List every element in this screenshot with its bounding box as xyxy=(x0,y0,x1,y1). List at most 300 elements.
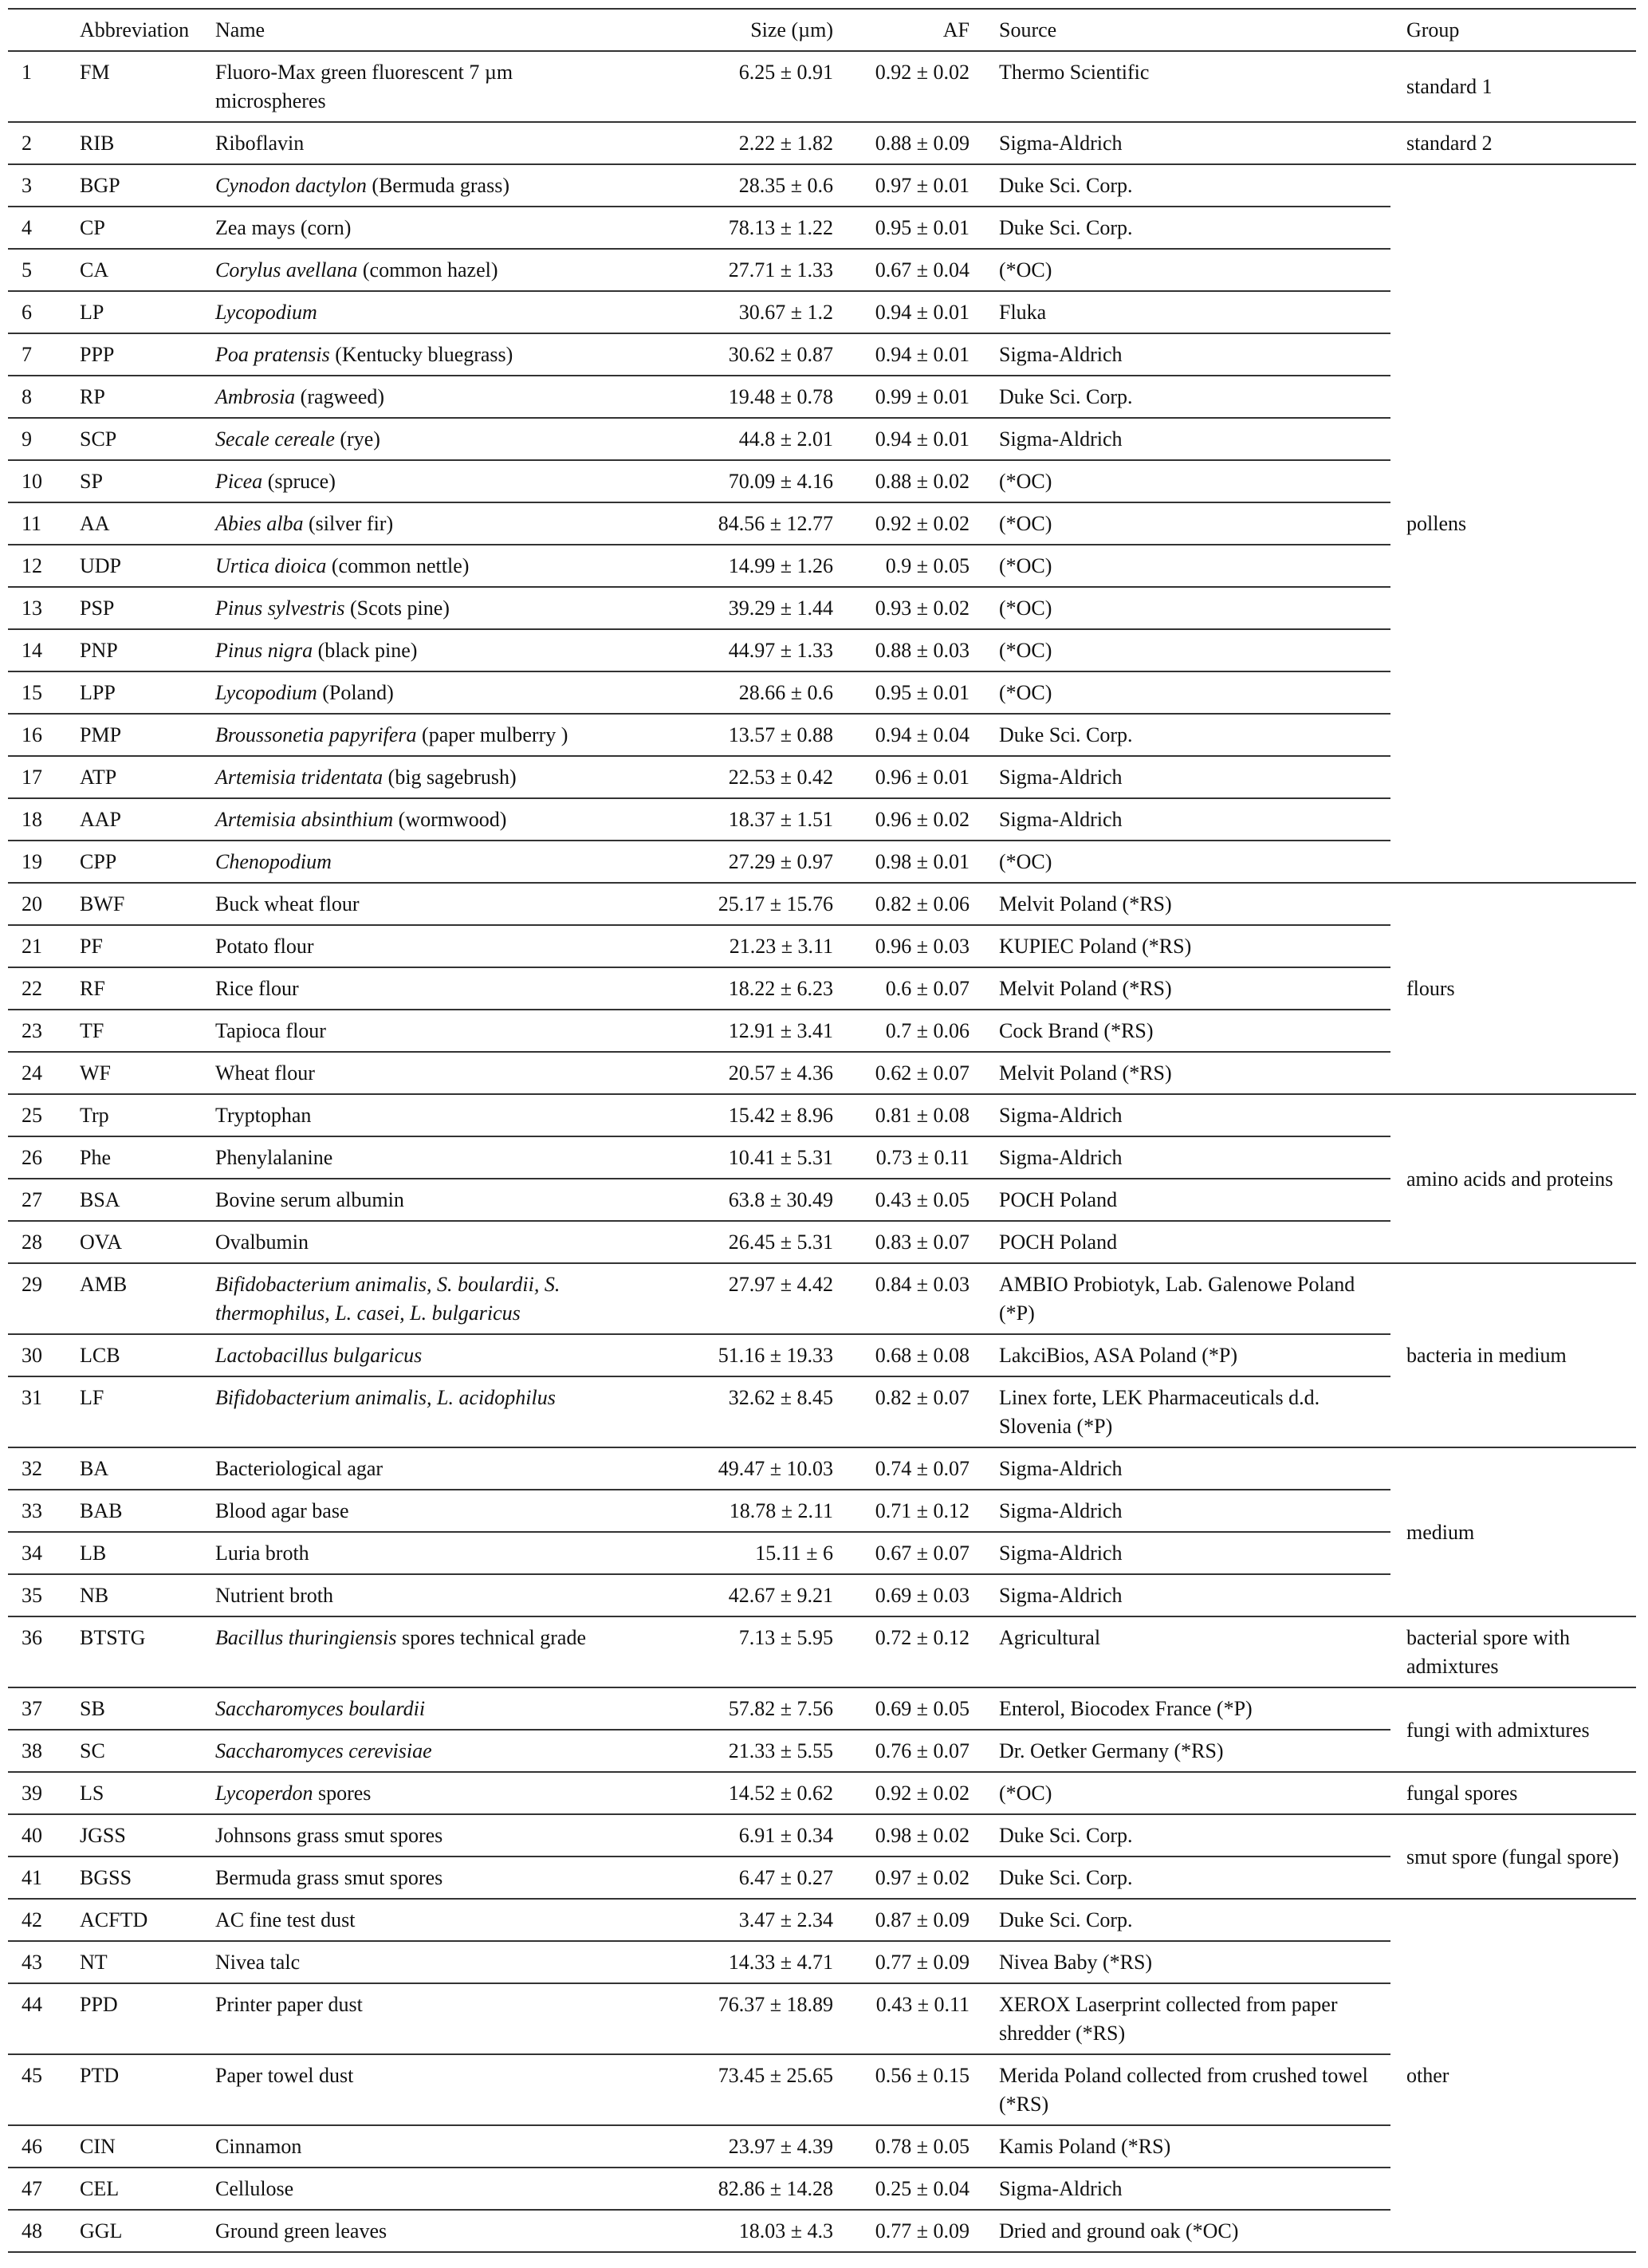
row-source: Sigma-Aldrich xyxy=(970,798,1390,841)
row-number: 18 xyxy=(8,798,80,841)
row-name-plain: Phenylalanine xyxy=(215,1146,333,1169)
row-af: 0.77 ± 0.09 xyxy=(833,2210,970,2252)
row-source: LakciBios, ASA Poland (*P) xyxy=(970,1334,1390,1376)
row-size: 2.22 ± 1.82 xyxy=(622,122,833,164)
row-abbreviation: BWF xyxy=(80,883,215,925)
row-source: Duke Sci. Corp. xyxy=(970,1857,1390,1899)
row-size: 15.42 ± 8.96 xyxy=(622,1094,833,1136)
table-row xyxy=(8,1094,1636,1136)
row-size: 30.62 ± 0.87 xyxy=(622,333,833,376)
row-abbreviation: RIB xyxy=(80,122,215,164)
row-source: (*OC) xyxy=(970,587,1390,629)
row-name xyxy=(215,1179,622,1221)
row-number: 40 xyxy=(8,1814,80,1857)
row-name-plain: (Poland) xyxy=(317,681,394,704)
header-row xyxy=(8,9,1636,51)
row-source: Duke Sci. Corp. xyxy=(970,207,1390,249)
row-number: 28 xyxy=(8,1221,80,1263)
row-abbreviation: LPP xyxy=(80,671,215,714)
row-af: 0.96 ± 0.03 xyxy=(833,925,970,967)
row-source: Sigma-Aldrich xyxy=(970,418,1390,460)
row-number: 29 xyxy=(8,1263,80,1334)
row-source: Duke Sci. Corp. xyxy=(970,164,1390,207)
row-name-italic: Urtica dioica xyxy=(215,554,327,577)
row-af: 0.62 ± 0.07 xyxy=(833,1052,970,1094)
row-name-italic: Secale cereale xyxy=(215,427,335,451)
row-name xyxy=(215,925,622,967)
row-name-plain: (wormwood) xyxy=(393,808,507,831)
row-number: 36 xyxy=(8,1616,80,1687)
row-af: 0.78 ± 0.05 xyxy=(833,2125,970,2168)
row-source: Duke Sci. Corp. xyxy=(970,1814,1390,1857)
row-name xyxy=(215,756,622,798)
row-name xyxy=(215,1941,622,1983)
row-af: 0.84 ± 0.03 xyxy=(833,1263,970,1334)
row-af: 0.88 ± 0.02 xyxy=(833,460,970,502)
header-source: Source xyxy=(970,9,1390,51)
row-name-plain: Rice flour xyxy=(215,977,299,1000)
row-name xyxy=(215,1730,622,1772)
row-source: Sigma-Aldrich xyxy=(970,2168,1390,2210)
row-source: KUPIEC Poland (*RS) xyxy=(970,925,1390,967)
row-name-italic: Picea xyxy=(215,470,263,493)
row-af: 0.69 ± 0.03 xyxy=(833,1574,970,1616)
row-af: 0.74 ± 0.07 xyxy=(833,1447,970,1490)
table-body xyxy=(8,51,1636,2252)
row-af: 0.87 ± 0.09 xyxy=(833,1899,970,1941)
row-name xyxy=(215,1490,622,1532)
row-name-plain: (rye) xyxy=(334,427,380,451)
row-number: 13 xyxy=(8,587,80,629)
row-number: 24 xyxy=(8,1052,80,1094)
row-name xyxy=(215,714,622,756)
row-size: 51.16 ± 19.33 xyxy=(622,1334,833,1376)
row-source: Sigma-Aldrich xyxy=(970,1574,1390,1616)
row-name xyxy=(215,1136,622,1179)
row-size: 18.22 ± 6.23 xyxy=(622,967,833,1010)
row-abbreviation: PPD xyxy=(80,1983,215,2054)
row-name-italic: Artemisia tridentata xyxy=(215,766,383,789)
row-number: 3 xyxy=(8,164,80,207)
row-size: 28.66 ± 0.6 xyxy=(622,671,833,714)
row-size: 32.62 ± 8.45 xyxy=(622,1376,833,1447)
row-source: (*OC) xyxy=(970,545,1390,587)
row-name-italic: Lycopodium xyxy=(215,681,317,704)
row-name-plain: (black pine) xyxy=(313,639,418,662)
row-group: bacteria in medium xyxy=(1390,1263,1636,1447)
row-af: 0.94 ± 0.01 xyxy=(833,333,970,376)
row-abbreviation: ACFTD xyxy=(80,1899,215,1941)
row-name-plain: (spruce) xyxy=(262,470,336,493)
row-size: 20.57 ± 4.36 xyxy=(622,1052,833,1094)
row-name-italic: Lycopodium xyxy=(215,301,317,324)
row-name xyxy=(215,291,622,333)
row-group: standard 2 xyxy=(1390,122,1636,164)
row-af: 0.93 ± 0.02 xyxy=(833,587,970,629)
row-af: 0.94 ± 0.04 xyxy=(833,714,970,756)
row-name xyxy=(215,51,622,122)
row-source: Sigma-Aldrich xyxy=(970,1532,1390,1574)
row-af: 0.69 ± 0.05 xyxy=(833,1687,970,1730)
row-name xyxy=(215,1857,622,1899)
row-source: Merida Poland collected from crushed towel (*RS) xyxy=(970,2054,1390,2125)
row-size: 25.17 ± 15.76 xyxy=(622,883,833,925)
row-abbreviation: SCP xyxy=(80,418,215,460)
row-number: 43 xyxy=(8,1941,80,1983)
row-abbreviation: Phe xyxy=(80,1136,215,1179)
particle-properties-table xyxy=(8,8,1636,2253)
row-number: 47 xyxy=(8,2168,80,2210)
row-name xyxy=(215,587,622,629)
row-source: Sigma-Aldrich xyxy=(970,1447,1390,1490)
row-group: bacterial spore with admixtures xyxy=(1390,1616,1636,1687)
row-name-plain: Printer paper dust xyxy=(215,1993,363,2016)
row-abbreviation: Trp xyxy=(80,1094,215,1136)
row-name xyxy=(215,1263,622,1334)
row-name xyxy=(215,207,622,249)
row-abbreviation: LB xyxy=(80,1532,215,1574)
row-abbreviation: CIN xyxy=(80,2125,215,2168)
row-name-italic: Poa pratensis xyxy=(215,343,330,366)
row-af: 0.81 ± 0.08 xyxy=(833,1094,970,1136)
row-size: 44.97 ± 1.33 xyxy=(622,629,833,671)
row-source: Duke Sci. Corp. xyxy=(970,376,1390,418)
row-name-plain: Nutrient broth xyxy=(215,1584,334,1607)
row-af: 0.43 ± 0.05 xyxy=(833,1179,970,1221)
row-af: 0.6 ± 0.07 xyxy=(833,967,970,1010)
row-abbreviation: GGL xyxy=(80,2210,215,2252)
row-name-plain: Blood agar base xyxy=(215,1499,349,1522)
row-name xyxy=(215,1221,622,1263)
row-source: (*OC) xyxy=(970,460,1390,502)
row-name-plain: (paper mulberry ) xyxy=(416,723,568,746)
row-name-italic: Abies alba xyxy=(215,512,304,535)
header-abbreviation: Abbreviation xyxy=(80,9,215,51)
header-size: Size (µm) xyxy=(622,9,833,51)
row-name xyxy=(215,418,622,460)
row-af: 0.73 ± 0.11 xyxy=(833,1136,970,1179)
row-name xyxy=(215,967,622,1010)
row-name-plain: Tapioca flour xyxy=(215,1019,326,1042)
row-name xyxy=(215,1094,622,1136)
row-name-plain: AC fine test dust xyxy=(215,1908,356,1931)
row-abbreviation: BGSS xyxy=(80,1857,215,1899)
row-size: 18.03 ± 4.3 xyxy=(622,2210,833,2252)
row-number: 30 xyxy=(8,1334,80,1376)
row-name-plain: Zea mays (corn) xyxy=(215,216,352,239)
row-source: Sigma-Aldrich xyxy=(970,1136,1390,1179)
row-source: Fluka xyxy=(970,291,1390,333)
row-name-plain: (common nettle) xyxy=(326,554,470,577)
row-abbreviation: BA xyxy=(80,1447,215,1490)
row-abbreviation: NT xyxy=(80,1941,215,1983)
row-abbreviation: JGSS xyxy=(80,1814,215,1857)
row-af: 0.9 ± 0.05 xyxy=(833,545,970,587)
row-group: smut spore (fungal spore) xyxy=(1390,1814,1636,1899)
row-size: 19.48 ± 0.78 xyxy=(622,376,833,418)
row-group: flours xyxy=(1390,883,1636,1094)
table-row xyxy=(8,1899,1636,1941)
row-source: Enterol, Biocodex France (*P) xyxy=(970,1687,1390,1730)
row-af: 0.82 ± 0.06 xyxy=(833,883,970,925)
row-size: 23.97 ± 4.39 xyxy=(622,2125,833,2168)
row-abbreviation: PF xyxy=(80,925,215,967)
row-af: 0.83 ± 0.07 xyxy=(833,1221,970,1263)
row-name xyxy=(215,545,622,587)
table-row xyxy=(8,1447,1636,1490)
row-number: 1 xyxy=(8,51,80,122)
row-abbreviation: CA xyxy=(80,249,215,291)
header-name: Name xyxy=(215,9,622,51)
row-name-plain: Buck wheat flour xyxy=(215,892,360,915)
row-name-plain: Luria broth xyxy=(215,1542,309,1565)
header-num xyxy=(8,9,80,51)
row-af: 0.96 ± 0.01 xyxy=(833,756,970,798)
row-name-plain: spores xyxy=(313,1782,372,1805)
row-number: 12 xyxy=(8,545,80,587)
row-number: 11 xyxy=(8,502,80,545)
row-af: 0.67 ± 0.07 xyxy=(833,1532,970,1574)
row-name xyxy=(215,2125,622,2168)
row-name-plain: Nivea talc xyxy=(215,1951,301,1974)
row-name-plain: Wheat flour xyxy=(215,1061,315,1085)
row-af: 0.98 ± 0.01 xyxy=(833,841,970,883)
row-af: 0.95 ± 0.01 xyxy=(833,671,970,714)
row-abbreviation: TF xyxy=(80,1010,215,1052)
row-name xyxy=(215,122,622,164)
row-size: 76.37 ± 18.89 xyxy=(622,1983,833,2054)
row-name-italic: Bifidobacterium animalis, S. boulardii, S. thermophilus, L. casei, L. bulgaricus xyxy=(215,1273,560,1325)
row-name-italic: Saccharomyces boulardii xyxy=(215,1697,426,1720)
row-name xyxy=(215,1052,622,1094)
row-number: 7 xyxy=(8,333,80,376)
row-name-plain: (common hazel) xyxy=(357,258,498,282)
row-name-italic: Pinus nigra xyxy=(215,639,313,662)
row-af: 0.67 ± 0.04 xyxy=(833,249,970,291)
row-number: 41 xyxy=(8,1857,80,1899)
row-name-plain: (big sagebrush) xyxy=(383,766,517,789)
row-source: Melvit Poland (*RS) xyxy=(970,967,1390,1010)
row-abbreviation: AMB xyxy=(80,1263,215,1334)
row-name-italic: Artemisia absinthium xyxy=(215,808,394,831)
row-size: 6.25 ± 0.91 xyxy=(622,51,833,122)
table-row xyxy=(8,164,1636,207)
row-abbreviation: LP xyxy=(80,291,215,333)
row-abbreviation: BAB xyxy=(80,1490,215,1532)
row-size: 13.57 ± 0.88 xyxy=(622,714,833,756)
row-name xyxy=(215,1532,622,1574)
row-number: 9 xyxy=(8,418,80,460)
row-number: 46 xyxy=(8,2125,80,2168)
row-abbreviation: PSP xyxy=(80,587,215,629)
row-source: Nivea Baby (*RS) xyxy=(970,1941,1390,1983)
row-size: 28.35 ± 0.6 xyxy=(622,164,833,207)
row-name-italic: Saccharomyces cerevisiae xyxy=(215,1739,432,1762)
row-abbreviation: RF xyxy=(80,967,215,1010)
row-af: 0.25 ± 0.04 xyxy=(833,2168,970,2210)
row-group: medium xyxy=(1390,1447,1636,1616)
row-number: 38 xyxy=(8,1730,80,1772)
row-size: 27.29 ± 0.97 xyxy=(622,841,833,883)
row-group: pollens xyxy=(1390,164,1636,883)
row-name xyxy=(215,2054,622,2125)
row-name xyxy=(215,798,622,841)
row-number: 37 xyxy=(8,1687,80,1730)
table-row xyxy=(8,1263,1636,1334)
row-name-italic: Bifidobacterium animalis, L. acidophilus xyxy=(215,1386,556,1409)
row-source: Agricultural xyxy=(970,1616,1390,1687)
row-name-italic: Lycoperdon xyxy=(215,1782,313,1805)
row-number: 10 xyxy=(8,460,80,502)
row-name-plain: Potato flour xyxy=(215,935,314,958)
row-size: 42.67 ± 9.21 xyxy=(622,1574,833,1616)
row-name-plain: Cellulose xyxy=(215,2177,294,2200)
row-abbreviation: AA xyxy=(80,502,215,545)
row-size: 27.97 ± 4.42 xyxy=(622,1263,833,1334)
row-name xyxy=(215,2210,622,2252)
row-source: Sigma-Aldrich xyxy=(970,333,1390,376)
row-source: POCH Poland xyxy=(970,1179,1390,1221)
row-number: 21 xyxy=(8,925,80,967)
row-abbreviation: BGP xyxy=(80,164,215,207)
row-af: 0.99 ± 0.01 xyxy=(833,376,970,418)
row-name-plain: (Scots pine) xyxy=(344,597,450,620)
row-size: 78.13 ± 1.22 xyxy=(622,207,833,249)
row-group: fungi with admixtures xyxy=(1390,1687,1636,1772)
row-name xyxy=(215,883,622,925)
row-size: 57.82 ± 7.56 xyxy=(622,1687,833,1730)
row-number: 33 xyxy=(8,1490,80,1532)
row-source: Sigma-Aldrich xyxy=(970,122,1390,164)
row-size: 70.09 ± 4.16 xyxy=(622,460,833,502)
row-size: 21.33 ± 5.55 xyxy=(622,1730,833,1772)
row-abbreviation: NB xyxy=(80,1574,215,1616)
row-group: standard 1 xyxy=(1390,51,1636,122)
table-row xyxy=(8,883,1636,925)
row-number: 25 xyxy=(8,1094,80,1136)
row-name xyxy=(215,671,622,714)
row-number: 19 xyxy=(8,841,80,883)
table-row xyxy=(8,1616,1636,1687)
row-abbreviation: FM xyxy=(80,51,215,122)
row-number: 35 xyxy=(8,1574,80,1616)
row-number: 16 xyxy=(8,714,80,756)
row-source: Dried and ground oak (*OC) xyxy=(970,2210,1390,2252)
row-name xyxy=(215,502,622,545)
row-name xyxy=(215,376,622,418)
row-af: 0.68 ± 0.08 xyxy=(833,1334,970,1376)
row-size: 18.78 ± 2.11 xyxy=(622,1490,833,1532)
row-source: AMBIO Probiotyk, Lab. Galenowe Poland (*P) xyxy=(970,1263,1390,1334)
row-size: 22.53 ± 0.42 xyxy=(622,756,833,798)
row-source: Linex forte, LEK Pharmaceuticals d.d. Slovenia (*P) xyxy=(970,1376,1390,1447)
row-abbreviation: PNP xyxy=(80,629,215,671)
row-af: 0.94 ± 0.01 xyxy=(833,418,970,460)
row-abbreviation: PMP xyxy=(80,714,215,756)
row-size: 30.67 ± 1.2 xyxy=(622,291,833,333)
row-abbreviation: PTD xyxy=(80,2054,215,2125)
row-source: (*OC) xyxy=(970,1772,1390,1814)
row-source: XEROX Laserprint collected from paper shredder (*RS) xyxy=(970,1983,1390,2054)
row-name xyxy=(215,1334,622,1376)
row-name-plain: Ground green leaves xyxy=(215,2219,387,2242)
row-abbreviation: BSA xyxy=(80,1179,215,1221)
row-name-plain: Cinnamon xyxy=(215,2135,302,2158)
row-abbreviation: WF xyxy=(80,1052,215,1094)
row-name-plain: Bacteriological agar xyxy=(215,1457,383,1480)
row-abbreviation: CP xyxy=(80,207,215,249)
row-name xyxy=(215,1814,622,1857)
row-abbreviation: AAP xyxy=(80,798,215,841)
row-abbreviation: CEL xyxy=(80,2168,215,2210)
row-size: 10.41 ± 5.31 xyxy=(622,1136,833,1179)
row-number: 20 xyxy=(8,883,80,925)
row-source: Cock Brand (*RS) xyxy=(970,1010,1390,1052)
row-name-plain: Paper towel dust xyxy=(215,2064,354,2087)
row-source: Thermo Scientific xyxy=(970,51,1390,122)
row-abbreviation: SC xyxy=(80,1730,215,1772)
row-size: 27.71 ± 1.33 xyxy=(622,249,833,291)
row-abbreviation: BTSTG xyxy=(80,1616,215,1687)
row-name-plain: Bovine serum albumin xyxy=(215,1188,404,1211)
row-source: (*OC) xyxy=(970,671,1390,714)
row-af: 0.96 ± 0.02 xyxy=(833,798,970,841)
row-group: other xyxy=(1390,1899,1636,2252)
row-name-italic: Chenopodium xyxy=(215,850,332,873)
row-name xyxy=(215,1010,622,1052)
row-af: 0.82 ± 0.07 xyxy=(833,1376,970,1447)
row-name-plain: Johnsons grass smut spores xyxy=(215,1824,443,1847)
row-number: 42 xyxy=(8,1899,80,1941)
row-abbreviation: UDP xyxy=(80,545,215,587)
row-number: 44 xyxy=(8,1983,80,2054)
row-af: 0.88 ± 0.03 xyxy=(833,629,970,671)
row-source: Sigma-Aldrich xyxy=(970,756,1390,798)
row-size: 14.52 ± 0.62 xyxy=(622,1772,833,1814)
row-size: 26.45 ± 5.31 xyxy=(622,1221,833,1263)
row-size: 3.47 ± 2.34 xyxy=(622,1899,833,1941)
row-size: 21.23 ± 3.11 xyxy=(622,925,833,967)
row-af: 0.92 ± 0.02 xyxy=(833,51,970,122)
row-name-plain: Fluoro-Max green fluorescent 7 µm microspheres xyxy=(215,61,513,112)
row-name xyxy=(215,1772,622,1814)
row-source: Sigma-Aldrich xyxy=(970,1490,1390,1532)
row-size: 14.33 ± 4.71 xyxy=(622,1941,833,1983)
row-af: 0.92 ± 0.02 xyxy=(833,1772,970,1814)
row-af: 0.98 ± 0.02 xyxy=(833,1814,970,1857)
row-name-italic: Bacillus thuringiensis xyxy=(215,1626,397,1649)
row-name-plain: (silver fir) xyxy=(303,512,394,535)
row-name-plain: Bermuda grass smut spores xyxy=(215,1866,443,1889)
row-abbreviation: PPP xyxy=(80,333,215,376)
row-name-plain: Riboflavin xyxy=(215,132,305,155)
row-af: 0.56 ± 0.15 xyxy=(833,2054,970,2125)
row-source: (*OC) xyxy=(970,841,1390,883)
table-row xyxy=(8,1772,1636,1814)
row-size: 39.29 ± 1.44 xyxy=(622,587,833,629)
row-abbreviation: SP xyxy=(80,460,215,502)
row-number: 4 xyxy=(8,207,80,249)
row-name xyxy=(215,1687,622,1730)
row-source: Kamis Poland (*RS) xyxy=(970,2125,1390,2168)
row-name xyxy=(215,1376,622,1447)
row-name-plain: Tryptophan xyxy=(215,1104,312,1127)
row-number: 32 xyxy=(8,1447,80,1490)
row-abbreviation: RP xyxy=(80,376,215,418)
row-number: 14 xyxy=(8,629,80,671)
row-name xyxy=(215,1983,622,2054)
row-abbreviation: LCB xyxy=(80,1334,215,1376)
